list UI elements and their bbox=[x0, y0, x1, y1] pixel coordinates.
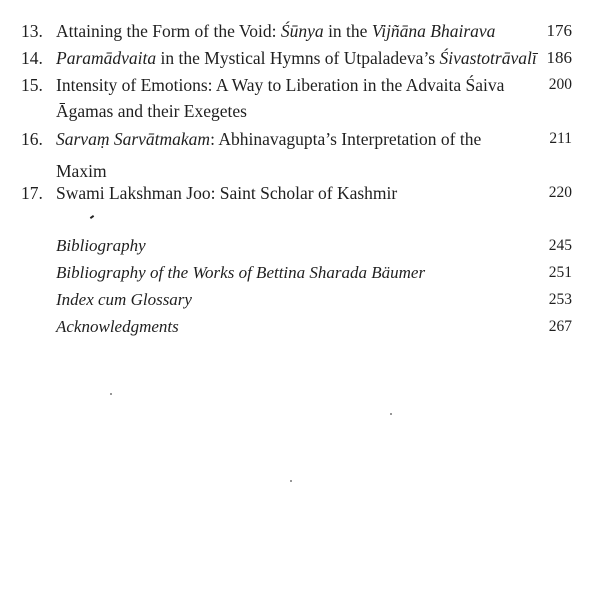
toc-entry-number: 16. bbox=[21, 129, 43, 149]
stray-mark bbox=[90, 215, 94, 219]
toc-entry-number: 13. bbox=[21, 21, 43, 41]
title-italic-text: Śivastotrāvalī bbox=[439, 48, 537, 68]
title-italic-text: Vijñāna Bhairava bbox=[371, 21, 496, 41]
paper-speck bbox=[390, 413, 392, 415]
title-italic-text: Śūnya bbox=[280, 21, 324, 41]
toc-entry-number: 14. bbox=[21, 48, 43, 68]
back-matter-entry bbox=[56, 234, 572, 258]
back-matter-page: 245 bbox=[548, 237, 572, 254]
back-matter-title: Bibliography of the Works of Bettina Sharada Bäumer bbox=[56, 263, 426, 282]
title-text: : Abhinavagupta’s Interpretation of the bbox=[210, 129, 482, 149]
toc-entry-page: 200 bbox=[548, 76, 572, 93]
paper-speck bbox=[290, 480, 292, 482]
toc-entry-page: 220 bbox=[548, 184, 572, 201]
toc-entry-page: 186 bbox=[546, 48, 572, 67]
title-line-1: Intensity of Emotions: A Way to Liberation in the Advaita Śaiva bbox=[56, 75, 505, 95]
back-matter-entry bbox=[56, 315, 572, 339]
toc-entry-page: 176 bbox=[546, 21, 572, 40]
title-italic-text: Sarvaṃ Sarvātmakam bbox=[56, 129, 211, 149]
toc-entry-number: 17. bbox=[21, 183, 43, 203]
title-text: in the Mystical Hymns of Utpaladeva’s bbox=[156, 48, 440, 68]
title-line-2: Maxim bbox=[56, 161, 107, 181]
title-text: Attaining the Form of the Void: bbox=[56, 21, 281, 41]
toc-entry-title bbox=[56, 180, 544, 206]
back-matter-page: 253 bbox=[548, 291, 572, 308]
back-matter-title: Bibliography bbox=[56, 236, 146, 255]
paper-speck bbox=[110, 393, 112, 395]
back-matter-entry bbox=[56, 261, 572, 285]
toc-entry-title bbox=[56, 126, 544, 184]
back-matter-title: Index cum Glossary bbox=[56, 290, 192, 309]
toc-entry-page: 211 bbox=[549, 130, 572, 147]
title-text: in the bbox=[323, 21, 372, 41]
back-matter-title: Acknowledgments bbox=[56, 317, 179, 336]
toc-entry-title bbox=[56, 45, 544, 71]
back-matter-entry bbox=[56, 288, 572, 312]
back-matter-page: 251 bbox=[548, 264, 572, 281]
toc-entry-title bbox=[56, 72, 544, 124]
title-italic-text: Paramādvaita bbox=[56, 48, 157, 68]
back-matter-page: 267 bbox=[548, 318, 572, 335]
title-line-1: Swami Lakshman Joo: Saint Scholar of Kashmir bbox=[56, 183, 398, 203]
toc-entry-number: 15. bbox=[21, 75, 43, 95]
title-line-2: Āgamas and their Exegetes bbox=[56, 101, 247, 121]
toc-entry-title bbox=[56, 18, 544, 44]
